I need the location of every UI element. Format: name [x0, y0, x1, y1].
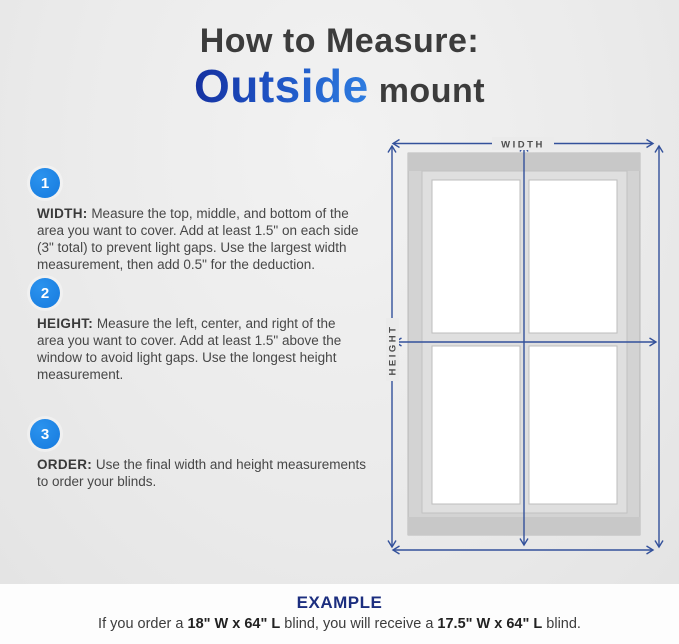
step-2-label: HEIGHT: — [37, 316, 94, 331]
step-3-badge: 3 — [30, 419, 60, 449]
step-order — [30, 419, 366, 490]
step-2-text — [37, 315, 366, 383]
example-heading: EXAMPLE — [296, 593, 383, 612]
title-line-1: How to Measure: — [199, 22, 480, 60]
step-width — [30, 168, 366, 273]
title-suffix-mount: mount — [378, 71, 486, 110]
window-pane-top-right — [529, 180, 617, 333]
page-title — [0, 24, 679, 110]
window-pane-bottom-left — [432, 346, 520, 504]
example-sentence — [0, 616, 679, 632]
step-3-body: Use the final width and height measurements to order your blinds. — [37, 457, 366, 489]
step-3-text — [37, 456, 366, 490]
window-pane-top-left — [432, 180, 520, 333]
width-label: WIDTH — [501, 139, 545, 151]
window-measurement-diagram — [370, 125, 679, 595]
step-2-body: Measure the left, center, and right of the area you want to cover. Add at least 1.5" above the window to avoid light gaps. Use the longest height measurement. — [37, 316, 342, 382]
title-highlight-outside: Outside — [193, 59, 369, 112]
example-section — [0, 584, 679, 644]
example-middle: blind, you will receive a — [280, 616, 438, 632]
height-label: HEIGHT — [387, 324, 399, 376]
example-suffix: blind. — [542, 616, 581, 632]
window-pane-bottom-right — [529, 346, 617, 504]
steps-list — [30, 168, 366, 495]
example-received-size: 17.5" W x 64" L — [437, 616, 543, 632]
example-ordered-size: 18" W x 64" L — [187, 616, 281, 632]
step-2-badge: 2 — [30, 278, 60, 308]
step-1-badge: 1 — [30, 168, 60, 198]
step-height — [30, 278, 366, 383]
step-1-body: Measure the top, middle, and bottom of the area you want to cover. Add at least 1.5" on each side (3" total) to prevent light gaps. Use the largest width measurement, then add 0.5" for the deduction. — [37, 206, 359, 272]
step-3-label: ORDER: — [37, 457, 93, 472]
step-1-label: WIDTH: — [37, 206, 88, 221]
title-line-2 — [0, 59, 679, 112]
window-diagram-svg — [370, 125, 679, 595]
step-1-text — [37, 205, 366, 273]
example-prefix: If you order a — [98, 616, 188, 632]
